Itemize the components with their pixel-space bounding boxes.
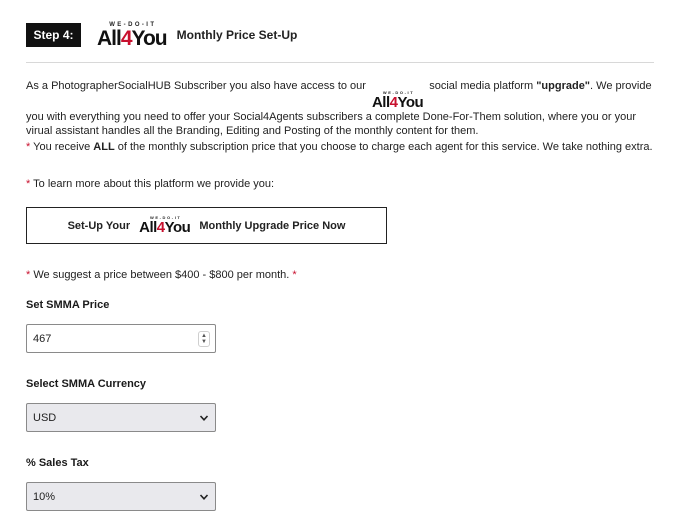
sales-tax-select[interactable] [26, 482, 216, 511]
smma-price-value: 467 [33, 332, 52, 345]
smma-price-input[interactable] [26, 324, 216, 353]
intro-paragraph: As a PhotographerSocialHUB Subscriber you also have access to our WE-DO-IT All4You social media platform "upgrade". We provide you with everything you need to offer your Social4Agents subscribers a complete Done-For-Them solution, where you or your virual assistant handles all the Branding, Editing and Posting of the monthly content for them. [26, 80, 652, 137]
stepper-down-icon[interactable]: ▼ [201, 339, 207, 345]
sales-tax-label: % Sales Tax [26, 457, 89, 469]
chevron-down-icon [199, 413, 209, 423]
smma-price-label: Set SMMA Price [26, 299, 110, 311]
sales-tax-value: 10% [33, 490, 56, 503]
step-badge: Step 4: [26, 23, 81, 47]
page-title: Monthly Price Set-Up [176, 28, 298, 42]
chevron-down-icon [199, 492, 209, 502]
stepper-up-icon[interactable]: ▲ [201, 333, 207, 339]
header-divider [26, 62, 654, 63]
logo-tagline: WE-DO-IT [109, 21, 157, 28]
we-do-it-all4you-logo [97, 22, 167, 49]
inline-logo: WE-DO-IT All4You [371, 90, 424, 111]
logo-wordmark: All4You [97, 26, 167, 50]
note-learn-more: * To learn more about this platform we provide you: [26, 178, 275, 190]
smma-currency-select[interactable] [26, 403, 216, 432]
smma-currency-value: USD [33, 411, 57, 424]
button-logo: WE-DO-IT All4You [139, 215, 191, 236]
price-stepper[interactable] [198, 331, 210, 347]
setup-upgrade-price-button[interactable]: Set-Up Your WE-DO-IT All4You Monthly Upgrade Price Now [26, 207, 387, 244]
page-header [26, 20, 297, 50]
note-receive-all: * You receive ALL of the monthly subscription price that you choose to charge each agent for this service. We take nothing extra. [26, 141, 653, 153]
smma-currency-label: Select SMMA Currency [26, 378, 147, 390]
price-suggestion: * We suggest a price between $400 - $800 per month. * [26, 269, 297, 281]
